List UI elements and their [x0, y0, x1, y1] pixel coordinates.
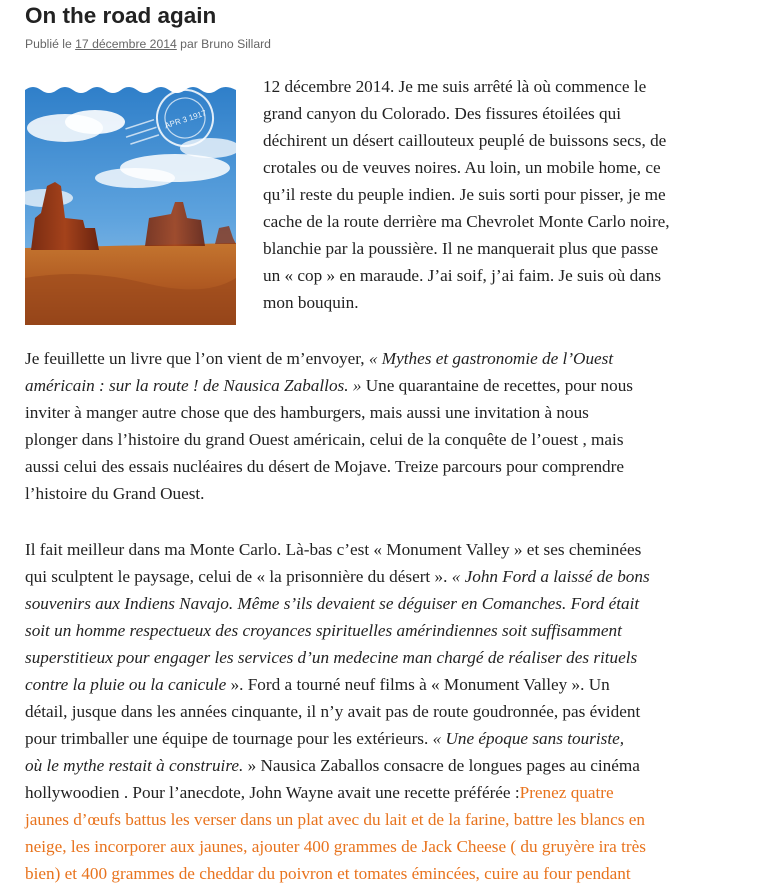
- paragraph-monument-valley: [25, 536, 781, 887]
- paragraph-line: aussi celui des essais nucléaires du désert de Mojave. Treize parcours pour comprendre: [25, 457, 624, 476]
- paragraph-line: un « cop » en maraude. J’ai soif, j’ai faim. Je suis où dans: [263, 266, 662, 285]
- paragraph-line: [25, 372, 781, 399]
- paragraph-line: grand canyon du Colorado. Des fissures étoilées qui: [263, 104, 621, 123]
- book-title-italic: américain : sur la route ! de Nausica Zaballos. »: [25, 376, 362, 395]
- paragraph-line: blanchie par la poussière. Il ne manquerait plus que passe: [263, 239, 659, 258]
- quote-italic: « Une époque sans touriste,: [432, 729, 625, 748]
- paragraph-intro: [263, 73, 778, 316]
- post-author-link[interactable]: Bruno Sillard: [201, 37, 271, 51]
- text-run: pour trimballer une équipe de tournage pour les extérieurs.: [25, 729, 433, 748]
- paragraph-line: Il fait meilleur dans ma Monte Carlo. Là-bas c’est « Monument Valley » et ses cheminées: [25, 540, 642, 559]
- paragraph-line: l’histoire du Grand Ouest.: [25, 484, 205, 503]
- text-run: ». Ford a tourné neuf films à « Monument Valley ». Un: [226, 675, 610, 694]
- paragraph-line: déchirent un désert caillouteux peuplé de buissons secs, de: [263, 131, 667, 150]
- paragraph-line: [25, 752, 781, 779]
- paragraph-line: [25, 590, 781, 617]
- paragraph-book: [25, 345, 781, 507]
- text-run: Une quarantaine de recettes, pour nous: [361, 376, 633, 395]
- paragraph-line: détail, jusque dans les années cinquante, il n’y avait pas de route goudronnée, pas évident: [25, 702, 641, 721]
- quote-italic: superstitieux pour engager les services d’un medecine man chargé de réaliser des rituels: [25, 648, 638, 667]
- paragraph-line: crotales ou de veuves noires. Au loin, un mobile home, ce: [263, 158, 661, 177]
- text-run: Je feuillette un livre que l’on vient de m’envoyer,: [25, 349, 369, 368]
- paragraph-line: [25, 725, 781, 752]
- monument-valley-postcard-image: [25, 78, 236, 325]
- paragraph-line: inviter à manger autre chose que des hamburgers, mais aussi une invitation à nous: [25, 403, 589, 422]
- recipe-line: neige, les incorporer aux jaunes, ajouter 400 grammes de Jack Cheese ( du gruyère ira très: [25, 837, 646, 856]
- paragraph-line: mon bouquin.: [263, 293, 359, 312]
- stamp-text: APR 3 1917: [163, 108, 208, 131]
- paragraph-line: [25, 671, 781, 698]
- paragraph-line: [25, 617, 781, 644]
- paragraph-line: plonger dans l’histoire du grand Ouest américain, celui de la conquête de l’ouest , mais: [25, 430, 624, 449]
- quote-italic: soit un homme respectueux des croyances spirituelles amérindiennes soit suffisamment: [25, 621, 622, 640]
- paragraph-line: cache de la route derrière ma Chevrolet Monte Carlo noire,: [263, 212, 670, 231]
- post-title[interactable]: On the road again: [25, 3, 217, 28]
- paragraph-line: [25, 644, 781, 671]
- quote-italic: « John Ford a laissé de bons: [451, 567, 650, 586]
- quote-italic: contre la pluie ou la canicule: [25, 675, 227, 694]
- paragraph-line: [25, 563, 781, 590]
- paragraph-line: qu’il reste du peuple indien. Je suis sorti pour pisser, je me: [263, 185, 666, 204]
- text-run: » Nausica Zaballos consacre de longues pages au cinéma: [243, 756, 640, 775]
- meta-by: par: [176, 37, 202, 51]
- quote-italic: où le mythe restait à construire.: [25, 756, 244, 775]
- recipe-highlight: Prenez quatre: [519, 783, 614, 802]
- recipe-line: bien) et 400 grammes de cheddar du poivron et tomates émincées, cuire au four pendant: [25, 864, 631, 883]
- paragraph-line: 12 décembre 2014. Je me suis arrêté là où commence le: [263, 77, 647, 96]
- post-date-link[interactable]: 17 décembre 2014: [75, 37, 177, 51]
- text-run: qui sculptent le paysage, celui de « la prisonnière du désert ».: [25, 567, 452, 586]
- quote-italic: souvenirs aux Indiens Navajo. Même s’ils devaient se déguiser en Comanches. Ford était: [25, 594, 640, 613]
- post-meta: [25, 36, 271, 52]
- recipe-line: jaunes d’œufs battus les verser dans un plat avec du lait et de la farine, battre les blancs en: [25, 810, 645, 829]
- text-run: hollywoodien . Pour l’anecdote, John Wayne avait une recette préférée :: [25, 783, 520, 802]
- paragraph-line: [25, 345, 781, 372]
- paragraph-line: [25, 779, 781, 806]
- book-title-italic: « Mythes et gastronomie de l’Ouest: [368, 349, 614, 368]
- meta-prefix: Publié le: [25, 37, 76, 51]
